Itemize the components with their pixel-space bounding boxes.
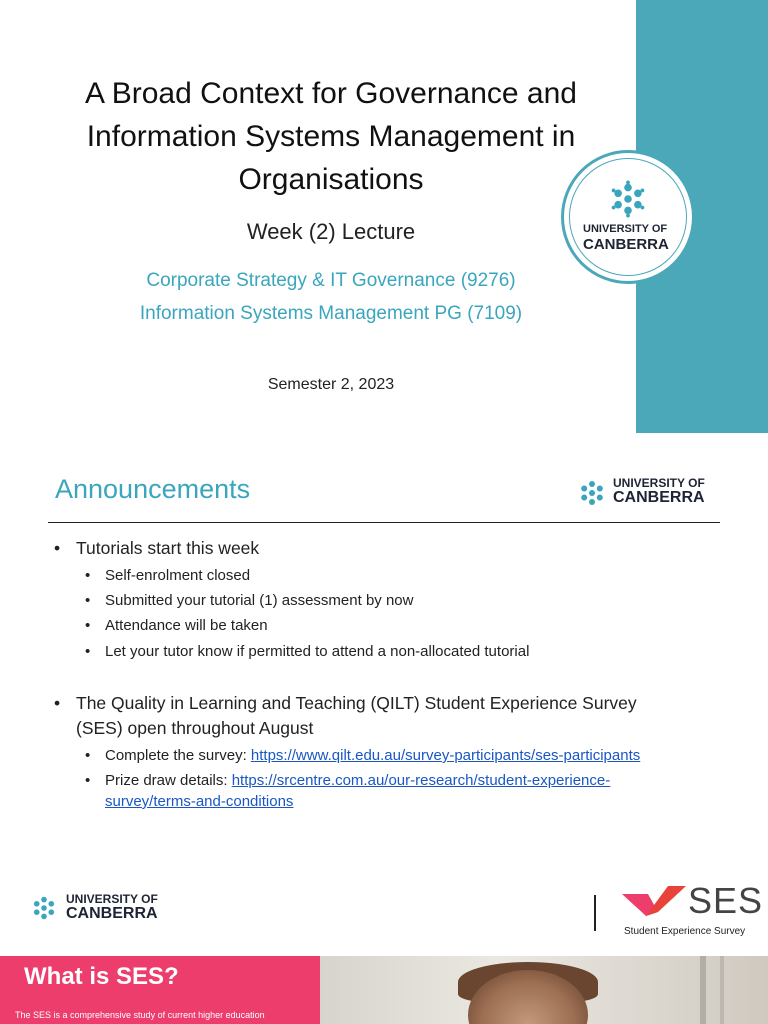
- title-slide: [0, 0, 768, 433]
- ses-slide: [0, 862, 768, 1024]
- slide-subtitle: Week (2) Lecture: [246, 219, 416, 244]
- heading-divider: [48, 522, 720, 523]
- ses-caption: Student Experience Survey: [624, 926, 746, 937]
- photo-shelf: [700, 956, 706, 1024]
- banner-body: The SES is a comprehensive study of current higher education: [15, 1010, 265, 1020]
- course-line: Information Systems Management PG (7109): [139, 303, 523, 324]
- announcements-slide: [0, 438, 768, 858]
- ses-check-mark-icon: [622, 882, 688, 918]
- student-photo: [320, 956, 768, 1024]
- sub-bullet-label: Complete the survey:: [105, 747, 251, 764]
- photo-shelf: [720, 956, 724, 1024]
- bullet-text-line: (SES) open throughout August: [76, 718, 314, 738]
- sub-bullet: [105, 745, 705, 766]
- prize-draw-link-cont[interactable]: survey/terms-and-conditions: [105, 793, 294, 810]
- university-logo: [577, 474, 717, 510]
- logo-line-2: CANBERRA: [613, 489, 705, 506]
- bullet-item: • Tutorials start this week: [76, 536, 696, 561]
- sub-bullet: • Submitted your tutorial (1) assessment by now: [105, 590, 705, 611]
- logo-line-1: UNIVERSITY OF: [613, 476, 705, 490]
- snowflake-icon: [609, 180, 647, 218]
- snowflake-icon: [577, 478, 607, 508]
- logo-divider: [594, 895, 596, 931]
- logo-line-1: UNIVERSITY OF: [66, 892, 158, 906]
- slide-heading: Announcements: [55, 474, 251, 504]
- banner-title: What is SES?: [24, 963, 179, 990]
- slide-title: [60, 72, 602, 201]
- sub-bullet: [105, 770, 705, 812]
- logo-line-2: CANBERRA: [583, 236, 669, 253]
- logo-line-2: CANBERRA: [66, 905, 158, 922]
- title-line: A Broad Context for Governance and: [85, 77, 577, 110]
- title-line: Information Systems Management in: [86, 120, 576, 153]
- sub-bullet: • Self-enrolment closed: [105, 565, 705, 586]
- bullet-item: [76, 691, 696, 741]
- prize-draw-link[interactable]: https://srcentre.com.au/our-research/student-experience-: [231, 772, 611, 789]
- logo-line-1: UNIVERSITY OF: [583, 223, 668, 235]
- survey-link[interactable]: https://www.qilt.edu.au/survey-participants/ses-participants: [250, 747, 641, 764]
- university-logo: [30, 890, 170, 926]
- course-line: Corporate Strategy & IT Governance (9276): [146, 270, 516, 291]
- sub-bullet: • Attendance will be taken: [105, 615, 705, 636]
- ses-wordmark: SES: [688, 880, 764, 921]
- bullet-text-line: • The Quality in Learning and Teaching (QILT) Student Experience Survey: [76, 693, 637, 713]
- semester-label: Semester 2, 2023: [267, 376, 395, 393]
- snowflake-icon: [30, 894, 58, 922]
- sub-bullet-label: Prize draw details:: [105, 772, 232, 789]
- sub-bullet: • Let your tutor know if permitted to attend a non-allocated tutorial: [105, 641, 705, 662]
- title-line: Organisations: [238, 163, 424, 196]
